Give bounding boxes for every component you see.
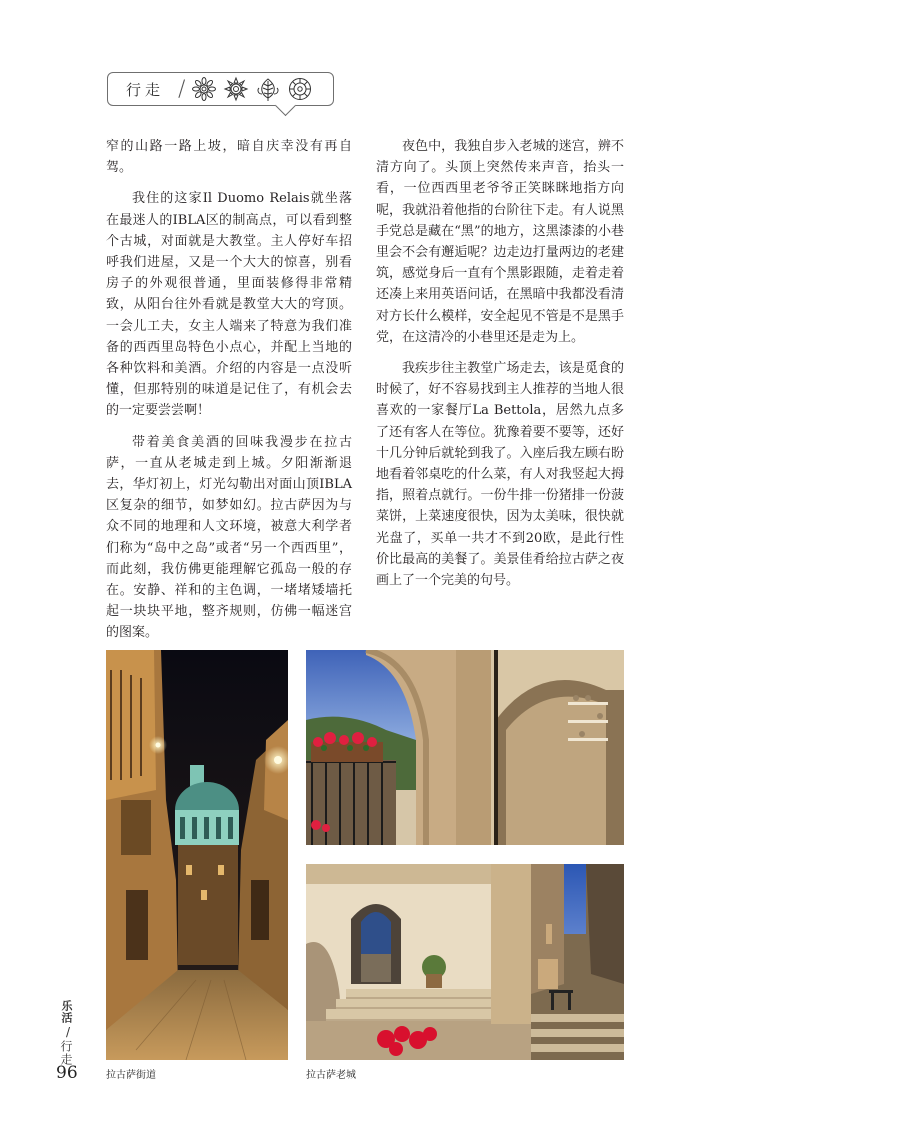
right-text-column [376,136,624,601]
footer-divider: / [65,1025,71,1039]
leaf-icon [255,76,281,102]
photo-ragusa-street [106,650,288,1060]
section-tab [107,72,334,106]
running-footer [58,1000,78,1066]
magazine-brand: 乐活 [60,1000,73,1024]
footer-section: 行走 [59,1040,73,1066]
photo-caption: 拉古萨老城 [306,1070,356,1081]
paragraph: 带着美食美酒的回味我漫步在拉古萨，一直从老城走到上城。夕阳渐渐退去，华灯初上，灯光勾勒出对面山顶IBLA区复杂的细节，如梦如幻。拉古萨因为与众不同的地理和人文环境，被意大利学者们称为“岛中之岛”或者“另一个西西里”，而此刻，我仿佛更能理解它孤岛一般的存在。安静、祥和的主色调，一堵堵矮墙托起一块块平地，整齐规则，仿佛一幅迷宫的图案。 [106,434,352,641]
photo-arch-balcony [306,650,624,845]
paragraph: 我住的这家Il Duomo Relais就坐落在最迷人的IBLA区的制高点，可以看到整个古城，对面就是大教堂。主人停好车招呼我们进屋，又是一个大大的惊喜，别看房子的外观很普通，里面装修得非常精致，从阳台往外看就是教堂大大的穹顶。一会儿工夫，女主人端来了特意为我们准备的西西里岛特色小点心，并配上当地的各种饮料和美酒。介绍的内容是一点没听懂，但那特别的味道是记住了，有机会去的一定要尝尝啊！ [106,191,352,419]
photo-caption: 拉古萨街道 [106,1070,156,1081]
paragraph: 夜色中，我独自步入老城的迷宫，辨不清方向了。头顶上突然传来声音，抬头一看，一位西西里老爷爷正笑眯眯地指方向呢，我就沿着他指的台阶往下走。有人说黑手党总是藏在“黑”的地方，这黑漆漆的小巷里会不会有邂逅呢？边走边打量两边的老建筑，感觉身后一直有个黑影跟随，走着走着还凑上来用英语问话，在黑暗中我都没看清对方长什么模样，安全起见不管是不是黑手党，在这清冷的小巷里还是走为上。 [376,139,624,345]
tab-icon-row [191,76,313,102]
photo-old-town-steps [306,864,624,1060]
paragraph: 窄的山路一路上坡，暗自庆幸没有再自驾。 [106,139,352,176]
left-text-column [106,136,352,654]
sun-flower-icon [223,76,249,102]
section-title: 行走 [126,80,165,99]
tab-divider: / [178,76,186,102]
paragraph: 我疾步往主教堂广场走去，该是觅食的时候了，好不容易找到主人推荐的当地人很喜欢的一家餐厅La Bettola，居然九点多了还有客人在等位。犹豫着要不要等，还好十几分钟后就轮到我了。入座后我左顾右盼地看着邻桌吃的什么菜，有人对我竖起大拇指，照着点就行。一份牛排一份猪排一份菠菜饼，上菜速度很快，因为太美味，很快就光盘了，买单一共才不到20欧，是此行性价比最高的美餐了。美景佳肴给拉古萨之夜画上了一个完美的句号。 [376,361,624,589]
sunflower-icon [191,76,217,102]
mandala-icon [287,76,313,102]
page-number: 96 [56,1063,78,1083]
